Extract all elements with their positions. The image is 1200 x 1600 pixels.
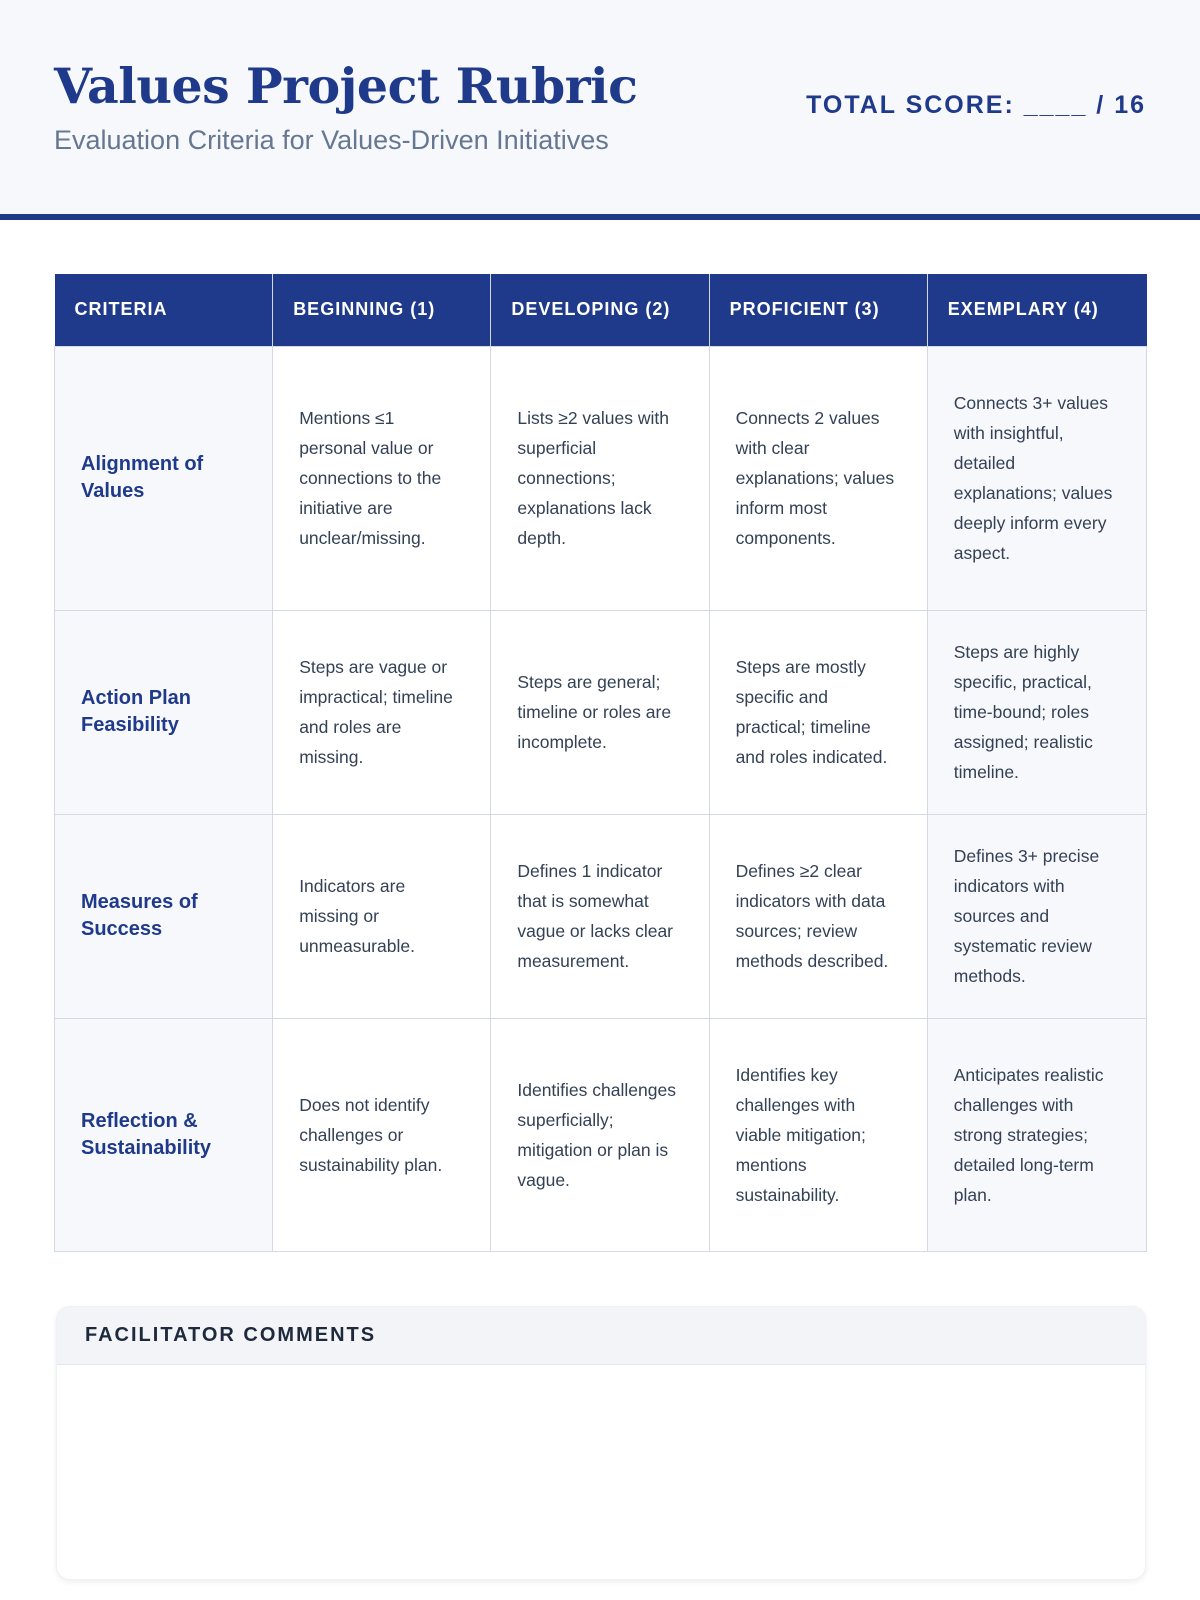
developing-cell: Steps are general; timeline or roles are incomplete. — [491, 610, 709, 814]
page-header — [0, 0, 1200, 220]
exemplary-cell: Steps are highly specific, practical, time-bound; roles assigned; realistic timeline. — [927, 610, 1146, 814]
proficient-cell: Defines ≥2 clear indicators with data sources; review methods described. — [709, 814, 927, 1018]
exemplary-cell: Anticipates realistic challenges with strong strategies; detailed long-term plan. — [927, 1018, 1146, 1251]
header-text — [54, 54, 637, 158]
facilitator-comments-area[interactable] — [57, 1365, 1145, 1580]
developing-cell: Lists ≥2 values with superficial connections; explanations lack depth. — [491, 346, 709, 610]
facilitator-comments-label: FACILITATOR COMMENTS — [57, 1307, 1145, 1365]
proficient-cell: Connects 2 values with clear explanations; values inform most components. — [709, 346, 927, 610]
table-row — [55, 346, 1147, 610]
column-header-criteria: CRITERIA — [55, 274, 273, 346]
exemplary-cell: Defines 3+ precise indicators with sources and systematic review methods. — [927, 814, 1146, 1018]
beginning-cell: Indicators are missing or unmeasurable. — [273, 814, 491, 1018]
facilitator-comments-box — [56, 1306, 1146, 1580]
beginning-cell: Does not identify challenges or sustainability plan. — [273, 1018, 491, 1251]
beginning-cell: Steps are vague or impractical; timeline and roles are missing. — [273, 610, 491, 814]
beginning-cell: Mentions ≤1 personal value or connections to the initiative are unclear/missing. — [273, 346, 491, 610]
developing-cell: Defines 1 indicator that is somewhat vague or lacks clear measurement. — [491, 814, 709, 1018]
column-header-developing: DEVELOPING (2) — [491, 274, 709, 346]
criterion-cell: Reflection & Sustainability — [55, 1018, 273, 1251]
table-row — [55, 1018, 1147, 1251]
proficient-cell: Steps are mostly specific and practical; timeline and roles indicated. — [709, 610, 927, 814]
proficient-cell: Identifies key challenges with viable mitigation; mentions sustainability. — [709, 1018, 927, 1251]
rubric-header-row — [55, 274, 1147, 346]
column-header-exemplary: EXEMPLARY (4) — [927, 274, 1146, 346]
column-header-proficient: PROFICIENT (3) — [709, 274, 927, 346]
exemplary-cell: Connects 3+ values with insightful, detailed explanations; values deeply inform every aspect. — [927, 346, 1146, 610]
table-row — [55, 814, 1147, 1018]
rubric-table — [54, 274, 1147, 1252]
page-subtitle: Evaluation Criteria for Values-Driven Initiatives — [54, 125, 609, 155]
developing-cell: Identifies challenges superficially; mitigation or plan is vague. — [491, 1018, 709, 1251]
column-header-beginning: BEGINNING (1) — [273, 274, 491, 346]
page-title: Values Project Rubric — [54, 57, 638, 115]
table-row — [55, 610, 1147, 814]
total-score: TOTAL SCORE: ____ / 16 — [806, 91, 1146, 119]
criterion-cell: Alignment of Values — [55, 346, 273, 610]
criterion-cell: Action Plan Feasibility — [55, 610, 273, 814]
criterion-cell: Measures of Success — [55, 814, 273, 1018]
